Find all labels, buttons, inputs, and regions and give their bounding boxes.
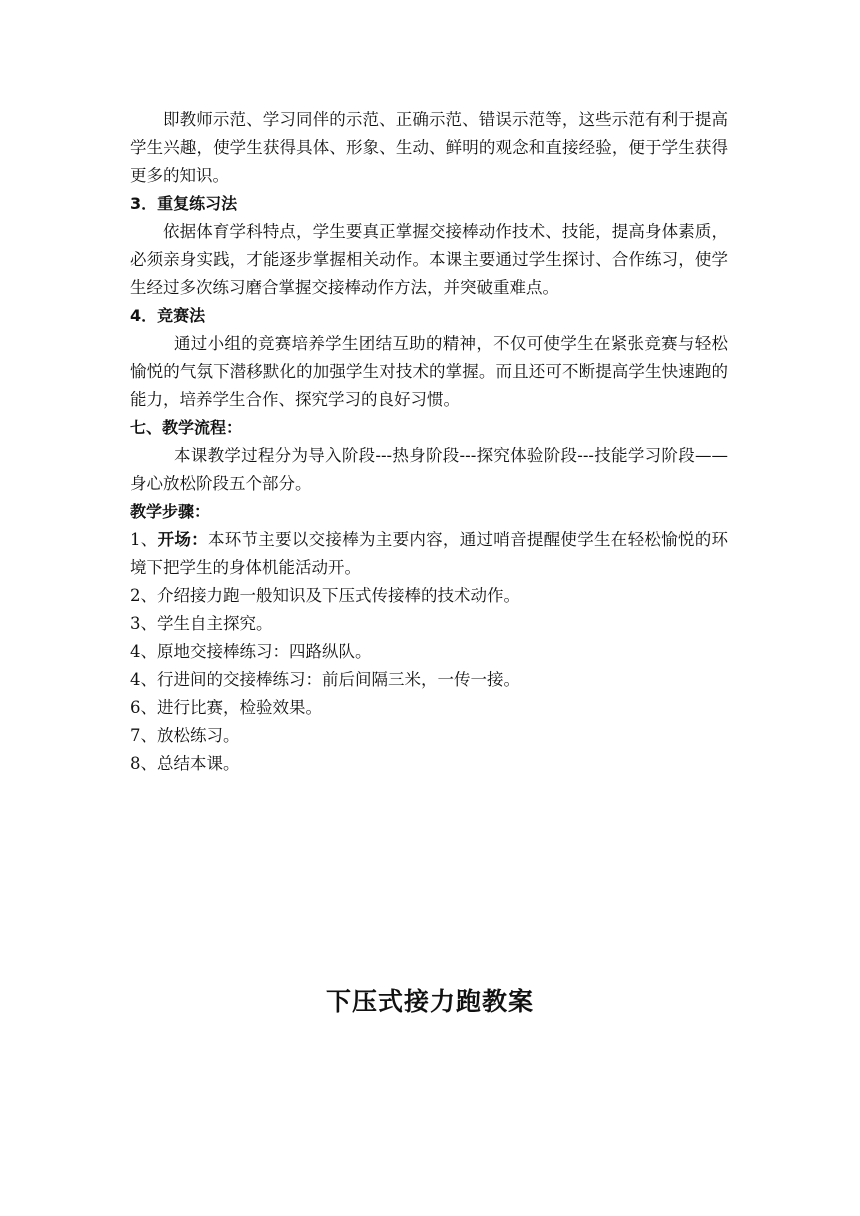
intro-paragraph: 即教师示范、学习同伴的示范、正确示范、错误示范等，这些示范有利于提高学生兴趣，使学生获得具体、形象、生动、鲜明的观念和直接经验，便于学生获得更多的知识。	[130, 110, 728, 185]
section-3-heading: 3．重复练习法	[130, 194, 238, 213]
step-1-text: 本环节主要以交接棒为主要内容，通过哨音提醒使学生在轻松愉悦的环境下把学生的身体机能活动开。	[130, 530, 729, 577]
step-item-6: 6、进行比赛，检验效果。	[130, 698, 322, 717]
step-item-5: 4、行进间的交接棒练习：前后间隔三米，一传一接。	[130, 670, 520, 689]
step-item-3: 3、学生自主探究。	[130, 614, 273, 633]
step-1-prefix: 1、	[130, 530, 158, 549]
document-body	[130, 106, 728, 778]
section-4-body: 通过小组的竞赛培养学生团结互助的精神，不仅可使学生在紧张竞赛与轻松愉悦的气氛下潜移默化的加强学生对技术的掌握。而且还可不断提高学生快速跑的能力，培养学生合作、探究学习的良好习惯。	[130, 334, 728, 409]
step-item-4: 4、原地交接棒练习：四路纵队。	[130, 642, 372, 661]
section-3-body: 依据体育学科特点，学生要真正掌握交接棒动作技术、技能，提高身体素质，必须亲身实践，才能逐步掌握相关动作。本课主要通过学生探讨、合作练习，使学生经过多次练习磨合掌握交接棒动作方法，并突破重难点。	[130, 222, 728, 297]
step-item-2: 2、介绍接力跑一般知识及下压式传接棒的技术动作。	[130, 586, 520, 605]
steps-heading: 教学步骤：	[130, 502, 211, 521]
section-4-heading: 4．竞赛法	[130, 306, 206, 325]
step-1-bold-label: 开场：	[157, 530, 208, 549]
step-item-1	[130, 526, 728, 582]
section-7-body: 本课教学过程分为导入阶段---热身阶段---探究体验阶段---技能学习阶段——身心放松阶段五个部分。	[130, 446, 728, 493]
document-title: 下压式接力跑教案	[325, 987, 534, 1016]
section-7-heading: 七、教学流程：	[130, 418, 243, 437]
step-item-7: 7、放松练习。	[130, 726, 240, 745]
step-item-8: 8、总结本课。	[130, 754, 240, 773]
